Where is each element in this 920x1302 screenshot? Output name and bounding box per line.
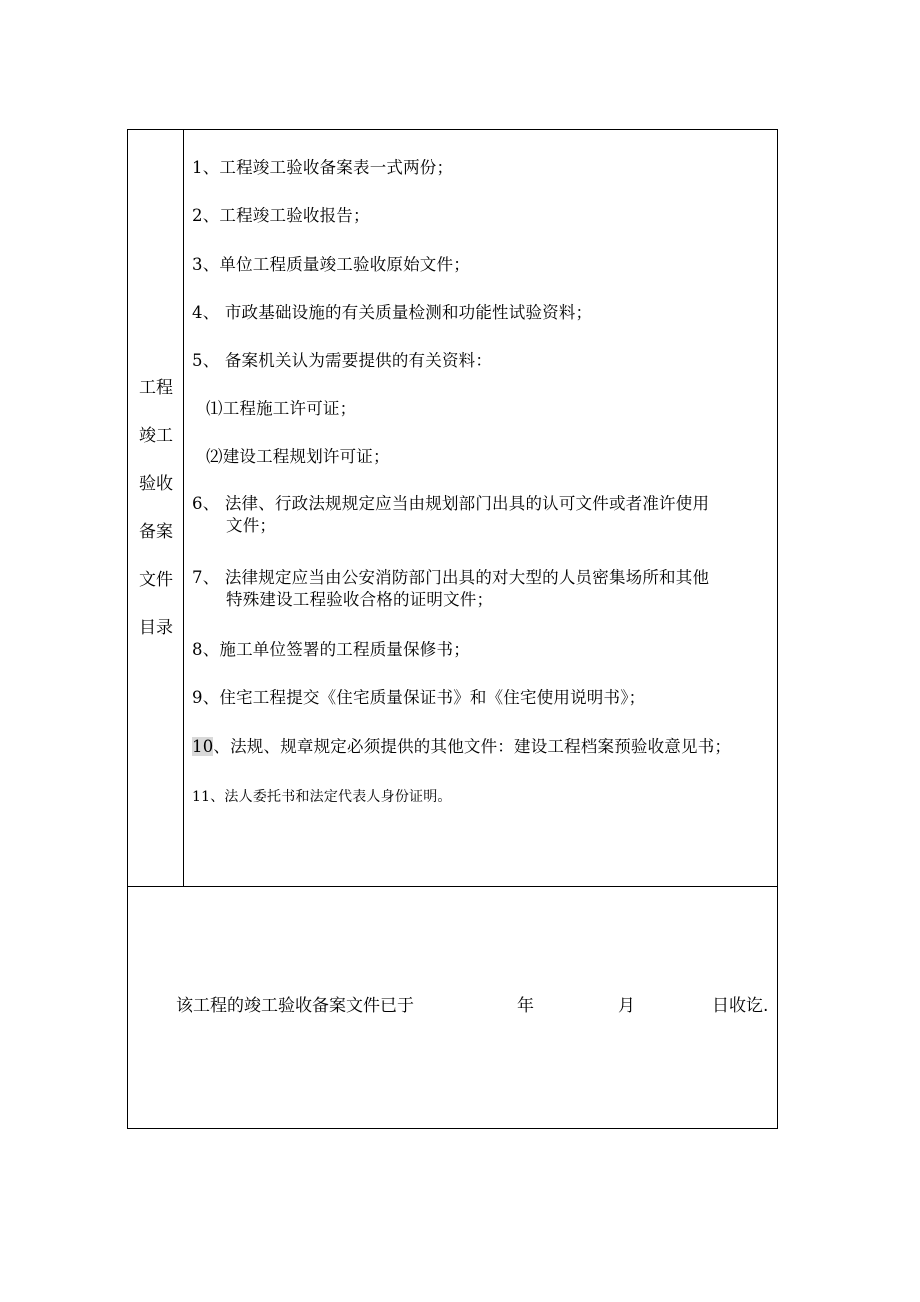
item-number-suffix: 、 — [213, 737, 231, 756]
list-item — [192, 157, 453, 179]
receipt-prefix: 该工程的竣工验收备案文件已于 — [176, 996, 414, 1016]
item-text: 工程施工许可证； — [222, 399, 357, 418]
item-number: ⑴ — [206, 399, 223, 418]
item-number-highlighted: 10 — [192, 737, 214, 756]
item-number: 6、 — [192, 494, 220, 513]
item-text: 市政基础设施的有关质量检测和功能性试验资料； — [219, 303, 593, 322]
list-item — [192, 350, 492, 372]
item-text: 法人委托书和法定代表人身份证明。 — [224, 789, 452, 805]
list-item — [192, 205, 370, 227]
section-label — [128, 130, 184, 886]
receipt-day-suffix: 日收讫. — [712, 996, 769, 1016]
list-item — [192, 736, 731, 758]
section-label-line: 验收 — [139, 474, 173, 494]
receipt-row — [128, 887, 777, 1129]
item-text: 法规、规章规定必须提供的其他文件：建设工程档案预验收意见书； — [230, 737, 732, 756]
item-text: 单位工程质量竣工验收原始文件； — [219, 255, 470, 274]
list-item — [192, 786, 452, 808]
list-item — [192, 254, 470, 276]
item-text: 工程竣工验收报告； — [219, 206, 370, 225]
list-item — [192, 687, 645, 709]
list-subitem — [206, 398, 356, 420]
section-label-line: 竣工 — [139, 426, 173, 446]
item-number: ⑵ — [206, 447, 223, 466]
item-number: 2、 — [192, 206, 220, 225]
item-number: 11、 — [192, 789, 225, 805]
item-number: 3、 — [192, 255, 220, 274]
list-item — [192, 567, 709, 611]
item-number: 5、 — [192, 351, 220, 370]
section-label-line: 文件 — [139, 570, 173, 590]
list-item — [192, 302, 592, 324]
item-text-continued: 特殊建设工程验收合格的证明文件； — [226, 590, 494, 609]
section-label-line: 工程 — [139, 378, 173, 398]
item-text: 施工单位签署的工程质量保修书； — [219, 640, 470, 659]
list-subitem — [206, 446, 390, 468]
document-list — [184, 130, 777, 886]
item-text: 工程竣工验收备案表一式两份； — [219, 158, 454, 177]
item-number: 9、 — [192, 688, 220, 707]
item-text: 法律规定应当由公安消防部门出具的对大型的人员密集场所和其他 — [219, 568, 710, 587]
item-text: 住宅工程提交《住宅质量保证书》和《住宅使用说明书》； — [219, 688, 646, 707]
section-label-line: 备案 — [139, 522, 173, 542]
item-number: 4、 — [192, 303, 220, 322]
item-text: 建设工程规划许可证； — [222, 447, 390, 466]
list-item — [192, 493, 709, 537]
receipt-month: 月 — [618, 996, 635, 1016]
receipt-year: 年 — [517, 996, 534, 1016]
item-text-continued: 文件； — [226, 516, 277, 535]
document-list-row — [128, 130, 777, 887]
list-item — [192, 639, 470, 661]
section-label-line: 目录 — [139, 618, 173, 638]
filing-documents-table — [127, 129, 778, 1129]
item-number: 8、 — [192, 640, 220, 659]
item-number: 7、 — [192, 568, 220, 587]
item-text: 备案机关认为需要提供的有关资料： — [219, 351, 493, 370]
item-text: 法律、行政法规规定应当由规划部门出具的认可文件或者准许使用 — [219, 494, 710, 513]
item-number: 1、 — [192, 158, 220, 177]
